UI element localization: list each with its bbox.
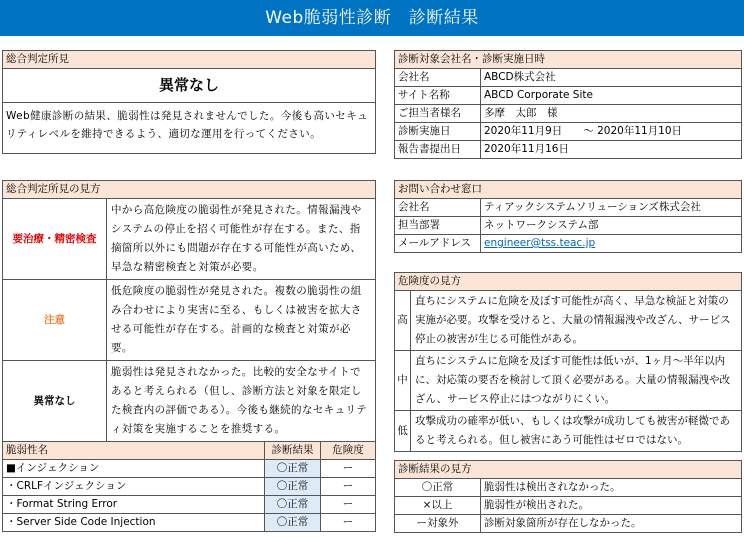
vuln-risk: ー — [321, 514, 376, 532]
vuln-result: 〇正常 — [265, 460, 321, 478]
guide-row — [3, 361, 376, 442]
target-value: 2020年11月9日 ～ 2020年11月10日 — [481, 123, 742, 141]
contact-value: ティアックシステムソリューションズ株式会社 — [481, 199, 742, 217]
contact-table — [394, 180, 742, 253]
target-value: ABCD株式会社 — [481, 69, 742, 87]
risk-text: 直ちにシステムに危険を及ぼす可能性が高く、早急な検証と対策の実施が必要。攻撃を受けると、大量の情報漏洩や改ざん、サービス停止の被害が生じる可能性がある。 — [411, 291, 742, 351]
target-label: 診断実施日 — [395, 123, 481, 141]
contact-row — [395, 235, 742, 253]
risk-text: 直ちにシステムに危険を及ぼす可能性は低いが、1ヶ月～半年以内に、対応策の要否を検討して頂く必要がある。大量の情報漏洩や改ざん、サービス停止にはつながりにくい。 — [411, 351, 742, 411]
guide-row — [3, 280, 376, 361]
summary-header: 総合判定所見 — [3, 51, 376, 69]
vuln-table — [2, 441, 376, 532]
legend-row — [395, 497, 742, 515]
legend-mark: 〇正常 — [395, 479, 481, 497]
summary-text: Web健康診断の結果、脆弱性は発見されませんでした。今後も高いセキュリティレベルを維持できるよう、適切な運用を行ってください。 — [3, 103, 376, 154]
target-value: 2020年11月16日 — [481, 141, 742, 159]
contact-header: お問い合わせ窓口 — [395, 181, 742, 199]
vuln-row — [3, 496, 376, 514]
legend-mark: ー対象外 — [395, 515, 481, 533]
vuln-col-risk: 危険度 — [321, 442, 376, 460]
target-row — [395, 123, 742, 141]
target-row — [395, 141, 742, 159]
vuln-result: 〇正常 — [265, 496, 321, 514]
legend-text: 脆弱性が検出された。 — [481, 497, 742, 515]
report-title: Web脆弱性診断 診断結果 — [0, 0, 744, 36]
contact-label: 会社名 — [395, 199, 481, 217]
vuln-name: ・Server Side Code Injection — [3, 514, 265, 532]
target-row — [395, 87, 742, 105]
risk-level-high: 高 — [395, 291, 411, 351]
legend-table — [394, 460, 742, 533]
guide-label-normal: 異常なし — [3, 361, 107, 442]
target-label: ご担当者様名 — [395, 105, 481, 123]
target-header: 診断対象会社名・診断実施日時 — [395, 51, 742, 69]
vuln-name: ・CRLFインジェクション — [3, 478, 265, 496]
contact-email-link[interactable]: engineer@tss.teac.jp — [484, 237, 596, 249]
vuln-col-result: 診断結果 — [265, 442, 321, 460]
guide-text: 中から高危険度の脆弱性が発見された。情報漏洩やシステムの停止を招く可能性が存在する。また、指摘箇所以外にも問題が存在する可能性が高いため、早急な精密検査と対策が必要。 — [107, 199, 376, 280]
vuln-row — [3, 460, 376, 478]
guide-label-critical: 要治療・精密検査 — [3, 199, 107, 280]
risk-level-medium: 中 — [395, 351, 411, 411]
risk-row — [395, 291, 742, 351]
target-label: 会社名 — [395, 69, 481, 87]
guide-row — [3, 199, 376, 280]
guide-header: 総合判定所見の見方 — [3, 181, 376, 199]
vuln-row — [3, 478, 376, 496]
vuln-name: ・Format String Error — [3, 496, 265, 514]
guide-table — [2, 180, 376, 442]
summary-table — [2, 50, 376, 154]
risk-header: 危険度の見方 — [395, 273, 742, 291]
target-row — [395, 69, 742, 87]
target-table — [394, 50, 742, 159]
vuln-risk: ー — [321, 460, 376, 478]
contact-label: メールアドレス — [395, 235, 481, 253]
target-label: 報告書提出日 — [395, 141, 481, 159]
legend-header: 診断結果の見方 — [395, 461, 742, 479]
vuln-risk: ー — [321, 478, 376, 496]
vuln-name: ■インジェクション — [3, 460, 265, 478]
vuln-result: 〇正常 — [265, 514, 321, 532]
vuln-result: 〇正常 — [265, 478, 321, 496]
contact-label: 担当部署 — [395, 217, 481, 235]
guide-text: 脆弱性は発見されなかった。比較的安全なサイトであると考えられる（但し、診断方法と対象を限定した検査内の評価である）。今後も継続的なセキュリティ対策を実施することを推奨する。 — [107, 361, 376, 442]
contact-value: ネットワークシステム部 — [481, 217, 742, 235]
vuln-col-name: 脆弱性名 — [3, 442, 265, 460]
legend-row — [395, 515, 742, 533]
vuln-risk: ー — [321, 496, 376, 514]
guide-text: 低危険度の脆弱性が発見された。複数の脆弱性の組み合わせにより実害に至る、もしくは被害を拡大させる可能性が存在する。計画的な検査と対策が必要。 — [107, 280, 376, 361]
risk-row — [395, 351, 742, 411]
target-value: 多摩 太郎 様 — [481, 105, 742, 123]
legend-mark: ×以上 — [395, 497, 481, 515]
guide-label-caution: 注意 — [3, 280, 107, 361]
target-value: ABCD Corporate Site — [481, 87, 742, 105]
risk-level-low: 低 — [395, 411, 411, 452]
risk-row — [395, 411, 742, 452]
target-label: サイト名称 — [395, 87, 481, 105]
target-row — [395, 105, 742, 123]
legend-text: 診断対象箇所が存在しなかった。 — [481, 515, 742, 533]
risk-text: 攻撃成功の確率が低い、もしくは攻撃が成功しても被害が軽微であると考えられる。但し被害にあう可能性はゼロではない。 — [411, 411, 742, 452]
summary-verdict: 異常なし — [3, 69, 376, 103]
risk-table — [394, 272, 742, 452]
vuln-row — [3, 514, 376, 532]
contact-row — [395, 199, 742, 217]
legend-row — [395, 479, 742, 497]
legend-text: 脆弱性は検出されなかった。 — [481, 479, 742, 497]
contact-row — [395, 217, 742, 235]
